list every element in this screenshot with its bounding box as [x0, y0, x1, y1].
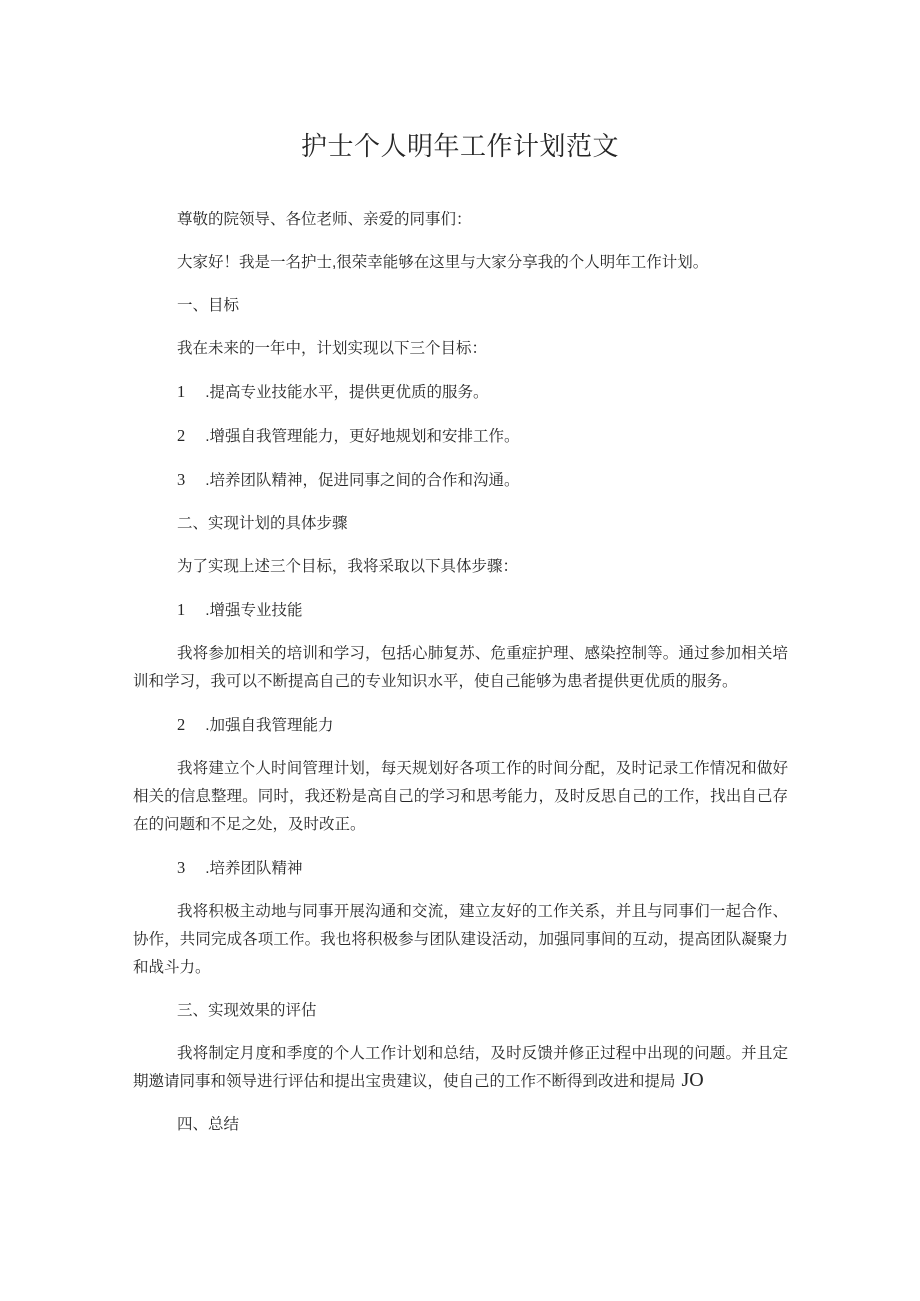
- list-number: 3: [177, 858, 186, 877]
- paragraph-text: 二、实现计划的具体步骤: [177, 515, 348, 532]
- paragraph-text: 一、目标: [177, 297, 240, 314]
- list-item: [133, 596, 788, 625]
- paragraph: [133, 335, 788, 363]
- heading: [133, 510, 788, 538]
- paragraph: [133, 206, 788, 234]
- paragraph-text: .增强专业技能: [205, 602, 303, 619]
- paragraph-text: 我将积极主动地与同事开展沟通和交流，建立友好的工作关系，并且与同事们一起合作、协作，共同完成各项工作。我也将积极参与团队建设活动，加强同事间的互动，提高团队凝聚力和战斗力。: [133, 903, 788, 976]
- list-item: [133, 854, 788, 883]
- paragraph: [133, 553, 788, 581]
- list-item: [133, 466, 788, 495]
- paragraph-text: 大家好！我是一名护士,很荣幸能够在这里与大家分享我的个人明年工作计划。: [177, 254, 709, 271]
- list-number: 3: [177, 470, 186, 489]
- paragraph-text: 四、总结: [177, 1116, 240, 1133]
- list-item: [133, 378, 788, 407]
- list-number: 1: [177, 600, 186, 619]
- paragraph-text: 我将参加相关的培训和学习，包括心肺复苏、危重症护理、感染控制等。通过参加相关培训和学习，我可以不断提高自己的专业知识水平，使自己能够为患者提供更优质的服务。: [133, 645, 788, 690]
- document-title: 护士个人明年工作计划范文: [300, 131, 619, 161]
- list-number: 2: [177, 426, 186, 445]
- paragraph: [133, 898, 788, 982]
- paragraph-suffix: JO: [681, 1069, 704, 1091]
- paragraph-text: 三、实现效果的评估: [177, 1002, 317, 1019]
- paragraph-text: 我将建立个人时间管理计划，每天规划好各项工作的时间分配，及时记录工作情况和做好相关的信息整理。同时，我还粉是高自己的学习和思考能力，及时反思自己的工作，找出自己存在的问题和不足之处，及时改正。: [133, 760, 788, 833]
- document-body: [133, 206, 788, 1139]
- paragraph-text: 为了实现上述三个目标，我将采取以下具体步骤：: [177, 558, 519, 575]
- paragraph: [133, 249, 788, 277]
- heading: [133, 292, 788, 320]
- paragraph-text: .培养团队精神: [205, 860, 303, 877]
- list-number: 1: [177, 382, 186, 401]
- paragraph-text: .提高专业技能水平，提供更优质的服务。: [205, 384, 489, 401]
- paragraph: [133, 755, 788, 839]
- heading: [133, 997, 788, 1025]
- paragraph-text: .培养团队精神，促进同事之间的合作和沟通。: [205, 472, 520, 489]
- list-item: [133, 422, 788, 451]
- paragraph-text: .增强自我管理能力，更好地规划和安排工作。: [205, 428, 520, 445]
- paragraph-text: 尊敬的院领导、各位老师、亲爱的同事们：: [177, 211, 472, 228]
- paragraph: [133, 1040, 788, 1096]
- paragraph: [133, 640, 788, 696]
- list-item: [133, 711, 788, 740]
- paragraph-text: .加强自我管理能力: [205, 717, 334, 734]
- heading: [133, 1111, 788, 1139]
- list-number: 2: [177, 715, 186, 734]
- paragraph-text: 我在未来的一年中，计划实现以下三个目标：: [177, 340, 488, 357]
- paragraph-text: 我将制定月度和季度的个人工作计划和总结，及时反馈并修正过程中出现的问题。并且定期邀请同事和领导进行评估和提出宝贵建议，使自己的工作不断得到改进和提局: [133, 1045, 788, 1090]
